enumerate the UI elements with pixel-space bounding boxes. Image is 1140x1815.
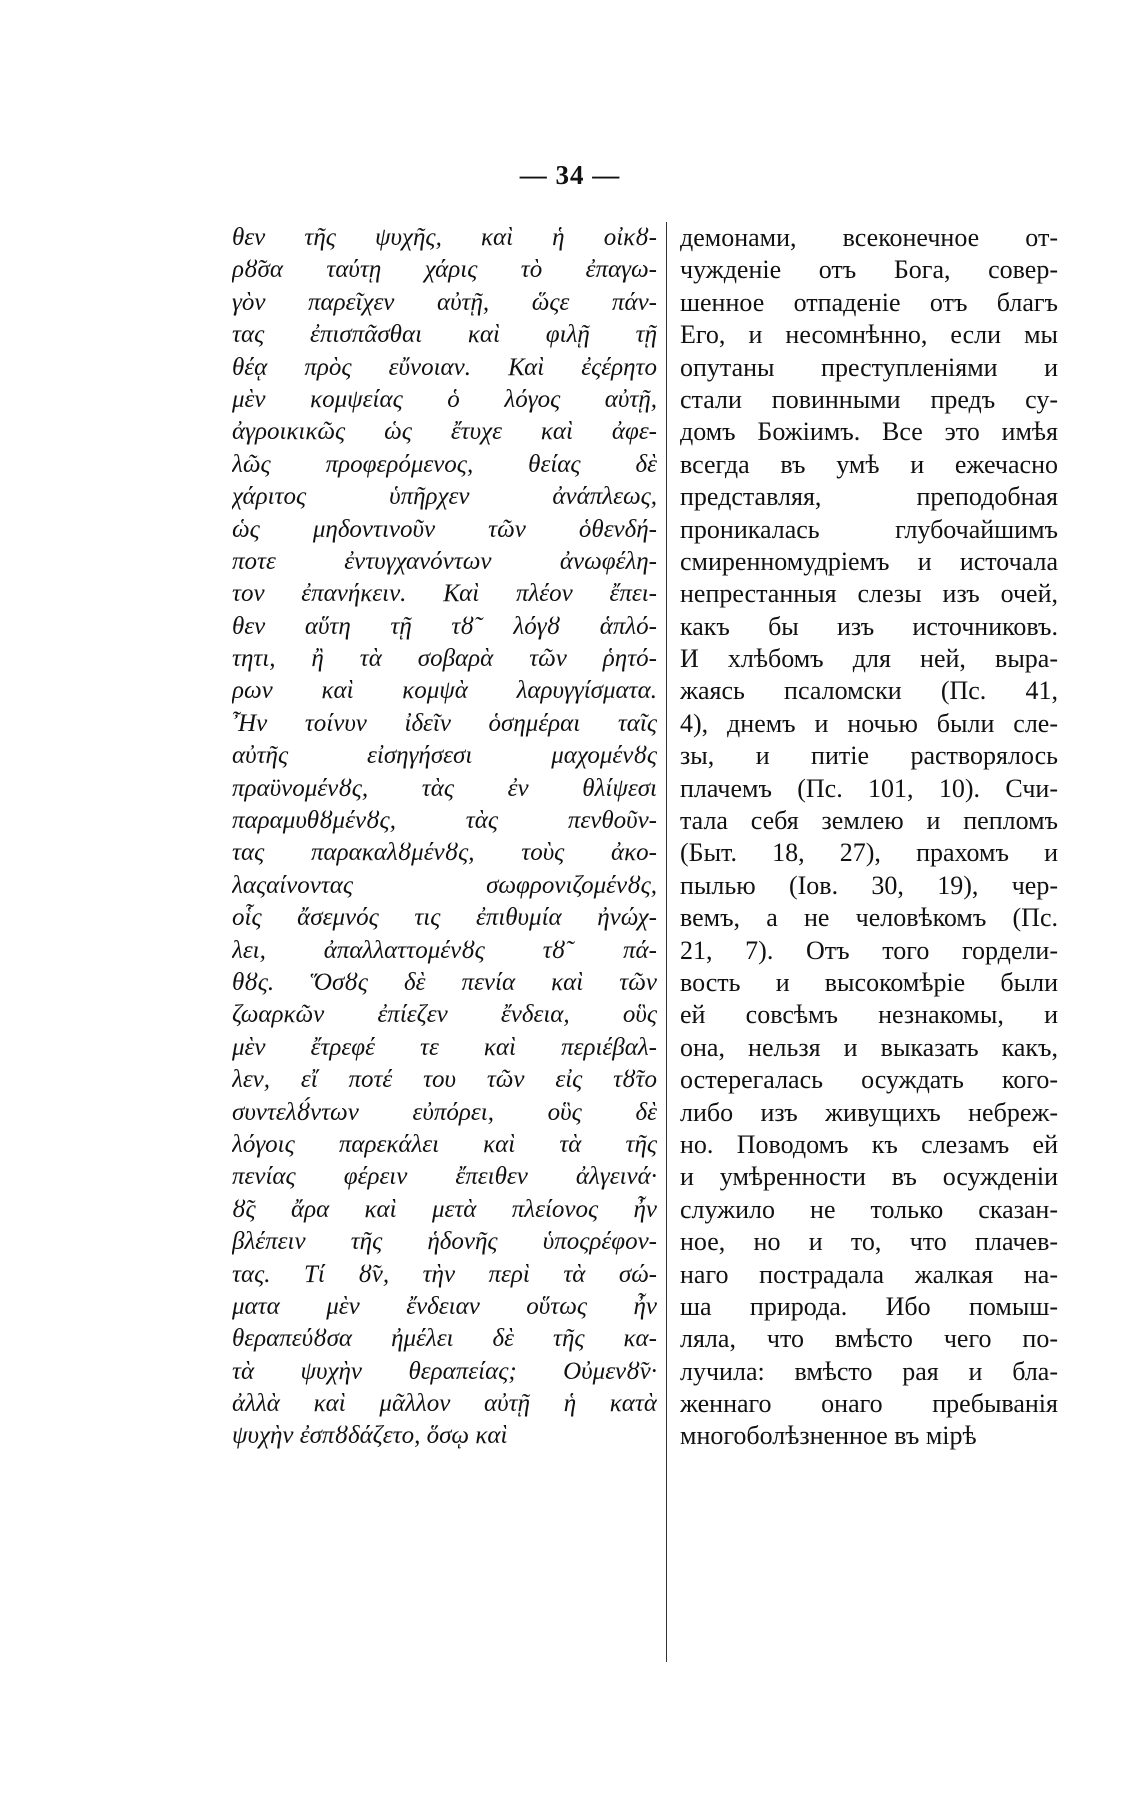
russian-text-line: но. Поводомъ къ слезамъ ей (680, 1129, 1058, 1159)
greek-text-line: βλέπειν τῆς ἡδονῆς ὑποςρέφον- (232, 1228, 657, 1256)
russian-text-line: стали повинными предъ су- (680, 384, 1058, 414)
russian-text-line: представляя, преподобная (680, 482, 1058, 512)
greek-text-line: τας ἐπισπᾶσθαι καὶ φιλῇ τῇ (232, 321, 657, 349)
greek-text-line: χάριτος ὑπῆρχεν ἀνάπλεως, (232, 483, 657, 511)
greek-text-line: αὐτῆς εἰσηγήσεσι μαχομένȣς (232, 742, 657, 770)
greek-text-line: ρων καὶ κομψὰ λαρυγγίσματα. (232, 677, 657, 705)
greek-text-line: τητι, ἢ τὰ σοβαρὰ τῶν ῥητό- (232, 645, 657, 673)
column-divider (666, 222, 667, 1662)
russian-text-line: И хлѣбомъ для ней, выра- (680, 644, 1058, 674)
greek-text-line: ὡς μηδοντινοῦν τῶν ὁθενδή- (232, 515, 657, 543)
russian-text-line: всегда въ умѣ и ежечасно (680, 449, 1058, 479)
russian-text-line: вемъ, а не человѣкомъ (Пс. (680, 903, 1058, 933)
russian-text-line: наго пострадала жалкая на- (680, 1259, 1058, 1289)
greek-text-line: θεραπεύȣσα ἠμέλει δὲ τῆς κα- (232, 1325, 657, 1353)
russian-text-line: непрестанныя слезы изъ очей, (680, 579, 1058, 609)
russian-text-line: 4), днемъ и ночью были сле- (680, 708, 1058, 738)
russian-text-line: пылью (Іов. 30, 19), чер- (680, 870, 1058, 900)
russian-text-line: какъ бы изъ источниковъ. (680, 611, 1058, 641)
greek-text-line: λει, ἀπαλλαττομένȣς τȣ̃ πά- (232, 936, 657, 964)
greek-text-line: γὸν παρεῖχεν αὐτῇ, ὥςε πάν- (232, 288, 657, 316)
russian-text-line: Его, и несомнѣнно, если мы (680, 320, 1058, 350)
russian-text-line: вость и высокомѣріе были (680, 967, 1058, 997)
russian-text-line: смиренномудріемъ и источала (680, 546, 1058, 576)
greek-text-line: μὲν κομψείας ὁ λόγος αὐτῇ, (232, 385, 657, 413)
greek-text-line: λῶς προφερόμενος, θείας δὲ (232, 450, 657, 478)
russian-text-line: тала себя землею и пепломъ (680, 806, 1058, 836)
greek-text-line: τας παρακαλȣμένȣς, τοὺς ἀκο- (232, 839, 657, 867)
russian-text-line: 21, 7). Отъ того гордели- (680, 935, 1058, 965)
greek-text-line: τον ἐπανήκειν. Καὶ πλέον ἔπει- (232, 580, 657, 608)
greek-text-line: λεν, εἴ ποτέ του τῶν εἰς τȣ̃το (232, 1066, 657, 1094)
greek-text-line: λόγοις παρεκάλει καὶ τὰ τῆς (232, 1130, 657, 1158)
page-number: — 34 — (519, 160, 621, 190)
russian-text-line: шенное отпаденіе отъ благъ (680, 287, 1058, 317)
russian-text-line: демонами, всеконечное от- (680, 223, 1058, 252)
greek-text-column (232, 222, 657, 1453)
greek-text-line: τὰ ψυχὴν θεραπείας; Οὐμενȣ̃ν· (232, 1357, 657, 1385)
russian-text-line: ша природа. Ибо помыш- (680, 1291, 1058, 1321)
russian-text-line: лучила: вмѣсто рая и бла- (680, 1356, 1058, 1386)
greek-text-line: πενίας φέρειν ἔπειθεν ἀλγεινά· (232, 1163, 657, 1191)
greek-text-line: ψυχὴν ἐσπȣδάζετο, ὅσῳ καὶ (232, 1422, 508, 1450)
greek-text-line: ἀγροικικῶς ὡς ἔτυχε καὶ ἀφε- (232, 418, 657, 446)
greek-text-line: ȣ̃ς ἄρα καὶ μετὰ πλείονος ἦν (232, 1195, 657, 1223)
russian-text-line: ное, но и то, что плачев- (680, 1227, 1058, 1257)
greek-text-line: τας. Τί ȣ̃ν, τὴν περὶ τὰ σώ- (232, 1260, 657, 1288)
russian-text-line: служило не только сказан- (680, 1194, 1058, 1224)
greek-text-line: οἷς ἄσεμνός τις ἐπιθυμία ἠνώχ- (232, 904, 657, 932)
russian-text-line: жаясь псаломски (Пс. 41, (680, 676, 1058, 706)
greek-text-line: θεν τῆς ψυχῆς, καὶ ἡ οἰκȣ- (232, 224, 657, 251)
russian-text-line: (Быт. 18, 27), прахомъ и (680, 838, 1058, 868)
greek-text-line: μὲν ἔτρεφέ τε καὶ περιέβαλ- (232, 1033, 657, 1061)
greek-text-line: Ἦν τοίνυν ἰδεῖν ὁσημέραι ταῖς (232, 709, 657, 737)
greek-text-line: πραϋνομένȣς, τὰς ἐν θλίψεσι (232, 774, 657, 802)
russian-text-column (680, 222, 1058, 1453)
greek-text-line: ποτε ἐντυγχανόντων ἀνωφέλη- (232, 547, 657, 575)
greek-text-line: ματα μὲν ἔνδειαν οὕτως ἦν (232, 1292, 657, 1320)
greek-text-line: θέᾳ πρὸς εὔνοιαν. Καὶ ἐςέρητο (232, 353, 657, 381)
greek-text-line: θȣς. Ὅσȣς δὲ πενία καὶ τῶν (232, 968, 657, 996)
greek-text-line: λαςαίνοντας σωφρονιζομένȣς, (232, 871, 657, 899)
greek-text-line: ἀλλὰ καὶ μᾶλλον αὐτῇ ἡ κατὰ (232, 1390, 657, 1418)
russian-text-line: плачемъ (Пс. 101, 10). Счи- (680, 773, 1058, 803)
russian-text-line: женнаго онаго пребыванія (680, 1389, 1058, 1419)
greek-text-line: ρȣ̃σα ταύτῃ χάρις τὸ ἐπαγω- (232, 256, 657, 284)
russian-text-line: остерегалась осуждать кого- (680, 1065, 1058, 1095)
russian-text-line: опутаны преступленіями и (680, 352, 1058, 382)
russian-text-line: и умѣренности въ осужденіи (680, 1162, 1058, 1192)
russian-text-line: либо изъ живущихъ небреж- (680, 1097, 1058, 1127)
russian-text-line: ей совсѣмъ незнакомы, и (680, 1000, 1058, 1030)
russian-text-line: она, нельзя и выказать какъ, (680, 1032, 1058, 1062)
greek-text-line: παραμυθȣμένȣς, τὰς πενθοῦν- (232, 807, 657, 835)
greek-text-line: συντελȣ́ντων εὐπόρει, οὓς δὲ (232, 1098, 657, 1126)
greek-text-line: ζωαρκῶν ἐπίεζεν ἔνδεια, οὓς (232, 1001, 657, 1029)
russian-text-line: домъ Божіимъ. Все это имѣя (680, 417, 1058, 447)
russian-text-line: ляла, что вмѣсто чего по- (680, 1324, 1058, 1354)
russian-text-line: проникалась глубочайшимъ (680, 514, 1058, 544)
greek-text-line: θεν αὕτη τῇ τȣ̃ λόγȣ ἁπλό- (232, 612, 657, 640)
russian-text-line: чужденіе отъ Бога, совер- (680, 255, 1058, 285)
russian-text-line: зы, и питіе растворялось (680, 741, 1058, 771)
russian-text-line: многоболѣзненное въ мірѣ (680, 1421, 977, 1451)
